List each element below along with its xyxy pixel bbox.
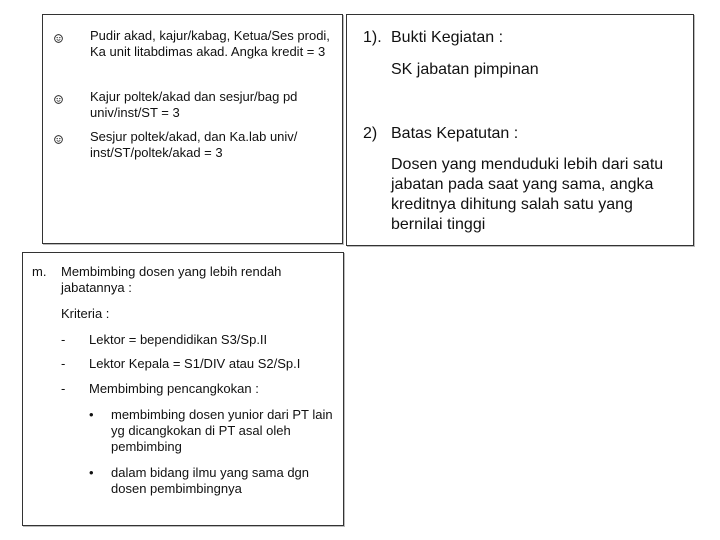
- criteria-item-1: Lektor = bependidikan S3/Sp.II: [89, 332, 268, 347]
- right-top-panel: [346, 14, 694, 246]
- item1-label: Bukti Kegiatan :: [391, 29, 504, 46]
- dash-bullet: -: [61, 381, 66, 396]
- left-top-item-3: Sesjur poltek/akad, dan Ka.lab univ/ inst/ST/poltek/akad = 3: [90, 129, 298, 160]
- left-top-panel: [42, 14, 343, 244]
- left-top-item-1: Pudir akad, kajur/kabag, Ketua/Ses prodi, Ka unit litabdimas akad. Angka kredit = 3: [90, 28, 330, 59]
- dash-bullet: -: [61, 332, 66, 347]
- criteria-label: Kriteria :: [61, 306, 110, 321]
- dash-bullet: -: [61, 356, 66, 371]
- item2-value: Dosen yang menduduki lebih dari satu jabatan pada saat yang sama, angka kreditnya dihitung salah satu yang bernilai tinggi: [391, 156, 664, 233]
- item1-value: SK jabatan pimpinan: [391, 61, 539, 78]
- sub-bullet: •: [89, 407, 94, 422]
- section-heading: Membimbing dosen yang lebih rendah jabatannya :: [61, 264, 282, 295]
- item2-label: Batas Kepatutan :: [391, 125, 519, 142]
- sub-item-1: membimbing dosen yunior dari PT lain yg dicangkokan di PT asal oleh pembimbing: [111, 407, 333, 454]
- sub-item-2: dalam bidang ilmu yang sama dgn dosen pembimbingnya: [111, 465, 310, 496]
- smiley-icon: [54, 135, 63, 144]
- criteria-item-3: Membimbing pencangkokan :: [89, 381, 259, 396]
- smiley-icon: [54, 34, 63, 43]
- list-marker: m.: [32, 264, 47, 279]
- smiley-icon: [54, 95, 63, 104]
- item2-number: 2): [363, 125, 378, 142]
- left-top-item-2: Kajur poltek/akad dan sesjur/bag pd univ/inst/ST = 3: [90, 89, 298, 120]
- item1-number: 1).: [363, 29, 382, 46]
- sub-bullet: •: [89, 465, 94, 480]
- criteria-item-2: Lektor Kepala = S1/DIV atau S2/Sp.I: [89, 356, 301, 371]
- left-bottom-panel: [22, 252, 344, 526]
